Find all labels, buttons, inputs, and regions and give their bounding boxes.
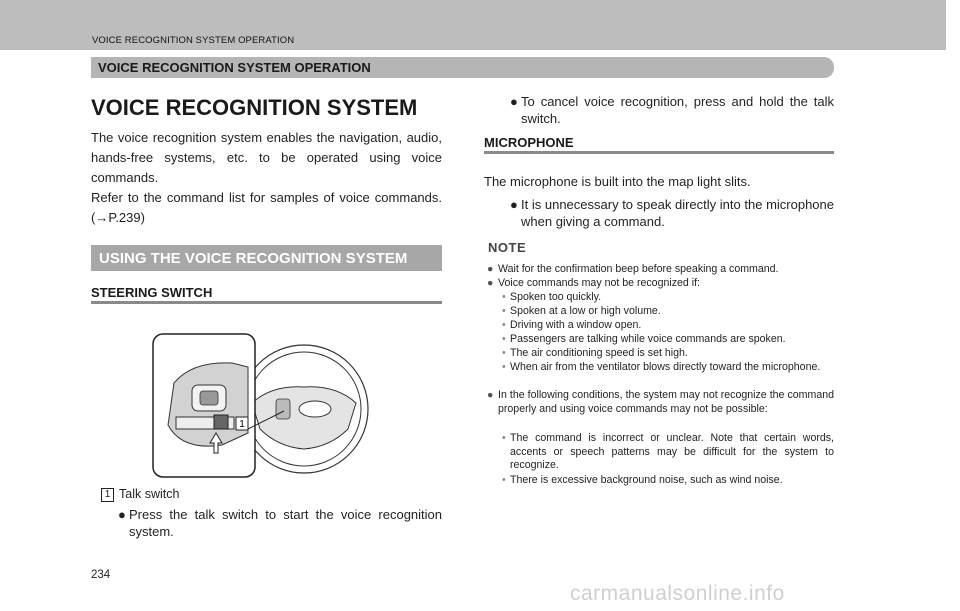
note-sub-item [502,305,834,319]
talk-switch-bullet-text: Press the talk switch to start the voice recognition system. [129,507,442,539]
note-item-2 [487,277,834,291]
callout-talk-switch [101,487,179,502]
section-title-bar [91,57,834,78]
page-title: VOICE RECOGNITION SYSTEM [91,95,418,120]
note-sub-bullet: • [502,291,506,303]
subsection-heading-text: USING THE VOICE RECOGNITION SYSTEM [99,250,408,267]
bullet-dot: ● [510,197,518,212]
wheel-switch-panel [276,399,290,419]
note-sub-text: Spoken too quickly. [510,291,602,303]
bullet-dot: ● [510,94,518,109]
inset-center-button [200,391,218,405]
note-item-3 [487,389,834,416]
refer-paragraph: Refer to the command list for samples of voice commands. (→P.239) [91,190,442,225]
note-sub-text: The command is incorrect or unclear. Note that certain words, accents or speech patterns may be difficult for the system to recognize. [510,432,834,472]
intro-paragraph: The voice recognition system enables the navigation, audio, hands-free systems, etc. to be operated using voice commands. [91,130,442,185]
note-item-1 [487,263,834,277]
note-sub-bullet: • [502,333,506,345]
page-number: 234 [91,569,111,581]
note-bullet-dot: ● [487,263,494,275]
steering-wheel-diagram [152,333,380,480]
note-sub-item [502,319,834,333]
note-item-1-text: Wait for the confirmation beep before speaking a command. [498,263,779,275]
subsection-heading [91,245,442,271]
note-sub-text: There is excessive background noise, such as wind noise. [510,474,783,486]
note-sub-text: When air from the ventilator blows directly toward the microphone. [510,361,821,373]
microphone-bullet [510,196,834,230]
note-sub-text: Passengers are talking while voice commands are spoken. [510,333,786,345]
note-title: NOTE [488,240,527,255]
note-sub-bullet: • [502,361,506,373]
microphone-paragraph: The microphone is built into the map light slits. [484,174,751,189]
note-item-3-text: In the following conditions, the system may not recognize the command properly and using voice commands may not be possible: [498,389,834,415]
note-sub-bullet: • [502,347,506,359]
note-sub-bullet: • [502,305,506,317]
microphone-bullet-text: It is unnecessary to speak directly into the microphone when giving a command. [521,197,834,229]
running-header [0,0,946,50]
cancel-bullet-text: To cancel voice recognition, press and hold the talk switch. [521,94,834,126]
callout-label: Talk switch [119,487,180,501]
running-header-title: VOICE RECOGNITION SYSTEM OPERATION [92,35,295,46]
note-item-2-text: Voice commands may not be recognized if: [498,277,700,289]
note-sub-text: Driving with a window open. [510,319,642,331]
bullet-dot: ● [118,507,126,522]
note-sub-bullet: • [502,319,506,331]
note-sub-bullet: • [502,432,506,444]
note-sub-item [502,432,834,473]
note-sub-text: Spoken at a low or high volume. [510,305,661,317]
callout-number: 1 [101,488,114,502]
note-sub-bullet: • [502,474,506,486]
talk-switch-highlight [214,415,228,429]
section-title: VOICE RECOGNITION SYSTEM OPERATION [98,60,371,75]
note-bullet-dot: ● [487,277,494,289]
note-sub-item [502,474,834,488]
steering-heading-rule [91,301,442,304]
note-sub-item [502,333,834,347]
note-sub-item [502,347,834,361]
talk-switch-bullet [118,506,442,540]
diagram-label-number: 1 [239,419,245,430]
watermark: carmanualsonline.info [570,582,785,605]
microphone-heading-rule [484,151,834,154]
note-bullet-dot: ● [487,389,494,401]
wheel-hub [252,387,356,449]
microphone-heading: MICROPHONE [484,135,574,150]
note-sub-item [502,361,834,375]
steering-switch-heading: STEERING SWITCH [91,285,213,300]
wheel-emblem [299,401,331,417]
cancel-bullet [510,93,834,127]
note-sub-text: The air conditioning speed is set high. [510,347,688,359]
note-sub-item [502,291,834,305]
